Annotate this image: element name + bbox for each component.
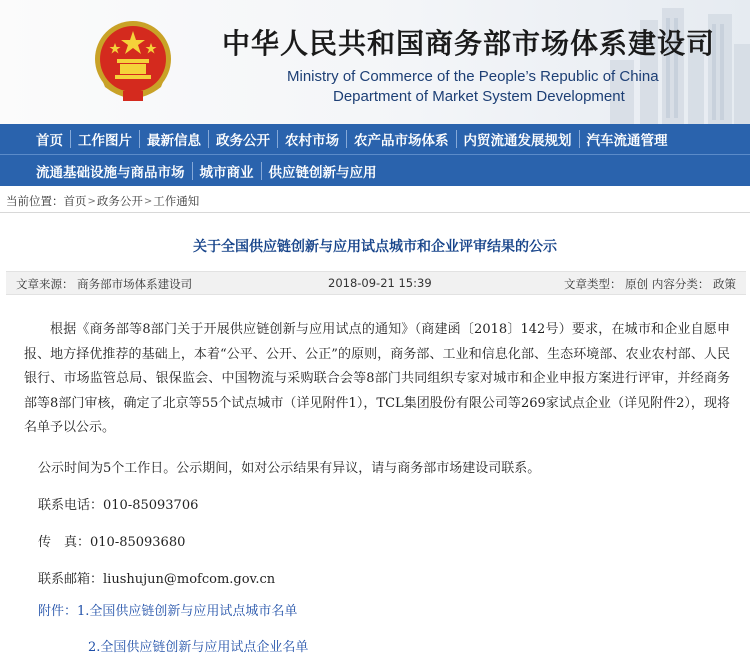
site-title-en-department: Department of Market System Development [333,88,625,105]
nav-divider [261,162,262,180]
article-paragraph-1: 根据《商务部等8部门关于开展供应链创新与应用试点的通知》（商建函〔2018〕142号）要求，在城市和企业自愿申报、地方择优推荐的基础上，本着“公平、公开、公正”的原则，商务部、工业和信息化部、生态环境部、农业农村部、人民银行、市场监管总局、银保监会、中国物流与采购联合会等8部门共同组织专家对城市和企业申报方案进行评审，并经商务部等8部门审核，确定了北京等55个试点城市（详见附件1），TCL集团股份有限公司等269家试点企业（详见附件2），现将名单予以公示。 [24,322,730,435]
article-source: 文章来源： 商务部市场体系建设司 [16,277,193,291]
nav-divider [208,130,209,148]
nav-item-government-affairs[interactable]: 政务公开 [216,133,270,149]
contact-email: 联系邮箱：liushujun@mofcom.gov.cn [38,572,276,587]
article-date: 2018-09-21 15:39 [328,276,432,290]
building-decoration-icon [490,0,750,124]
article-meta-bar [6,271,746,295]
attachment-link-enterprises[interactable]: 2.全国供应链创新与应用试点企业名单 [88,640,309,655]
nav-divider [192,162,193,180]
article-type: 文章类型： 原创 内容分类： 政策 [564,277,736,291]
nav-divider [456,130,457,148]
contact-fax: 传 真：010-85093680 [38,535,186,550]
main-nav [0,124,750,186]
national-emblem-icon [91,17,175,103]
article-body [24,318,730,441]
article-paragraph-2: 公示时间为5个工作日。公示期间，如对公示结果有异议，请与商务部市场建设司联系。 [38,461,541,476]
nav-item-auto-circulation[interactable]: 汽车流通管理 [586,133,668,149]
nav-item-agri-market-system[interactable]: 农产品市场体系 [354,133,449,149]
nav-item-home[interactable]: 首页 [36,133,63,149]
breadcrumb-separator: > [143,195,153,207]
nav-row-2 [0,155,750,186]
breadcrumb-separator: > [87,195,96,207]
breadcrumb-label: 当前位置： [6,194,64,208]
nav-divider [346,130,347,148]
nav-divider [70,130,71,148]
article-title: 关于全国供应链创新与应用试点城市和企业评审结果的公示 [193,239,557,255]
nav-item-latest-info[interactable]: 最新信息 [147,133,201,149]
breadcrumb-government-affairs[interactable]: 政务公开 [96,194,143,208]
nav-item-urban-commerce[interactable]: 城市商业 [199,164,254,181]
breadcrumb-home[interactable]: 首页 [63,194,87,208]
nav-divider [139,130,140,148]
site-title-cn: 中华人民共和国商务部市场体系建设司 [222,27,716,60]
breadcrumb-divider [0,212,750,213]
attachment-2-row [88,636,308,655]
attachments-label: 附件： [38,604,78,619]
nav-item-rural-market[interactable]: 农村市场 [285,133,339,149]
breadcrumb [6,192,199,210]
nav-divider [579,130,580,148]
nav-item-work-photos[interactable]: 工作图片 [78,133,132,149]
nav-item-supply-chain[interactable]: 供应链创新与应用 [268,164,377,181]
contact-phone: 联系电话：010-85093706 [38,498,199,513]
attachments [38,600,297,619]
nav-row-1 [0,124,750,155]
nav-item-trade-planning[interactable]: 内贸流通发展规划 [463,133,572,149]
nav-item-infrastructure-markets[interactable]: 流通基础设施与商品市场 [36,164,185,181]
attachment-link-cities[interactable]: 1.全国供应链创新与应用试点城市名单 [77,604,298,619]
site-title-en-ministry: Ministry of Commerce of the People’s Republic of China [287,68,659,85]
breadcrumb-work-notices[interactable]: 工作通知 [153,194,200,208]
nav-divider [277,130,278,148]
header-banner [0,0,750,124]
